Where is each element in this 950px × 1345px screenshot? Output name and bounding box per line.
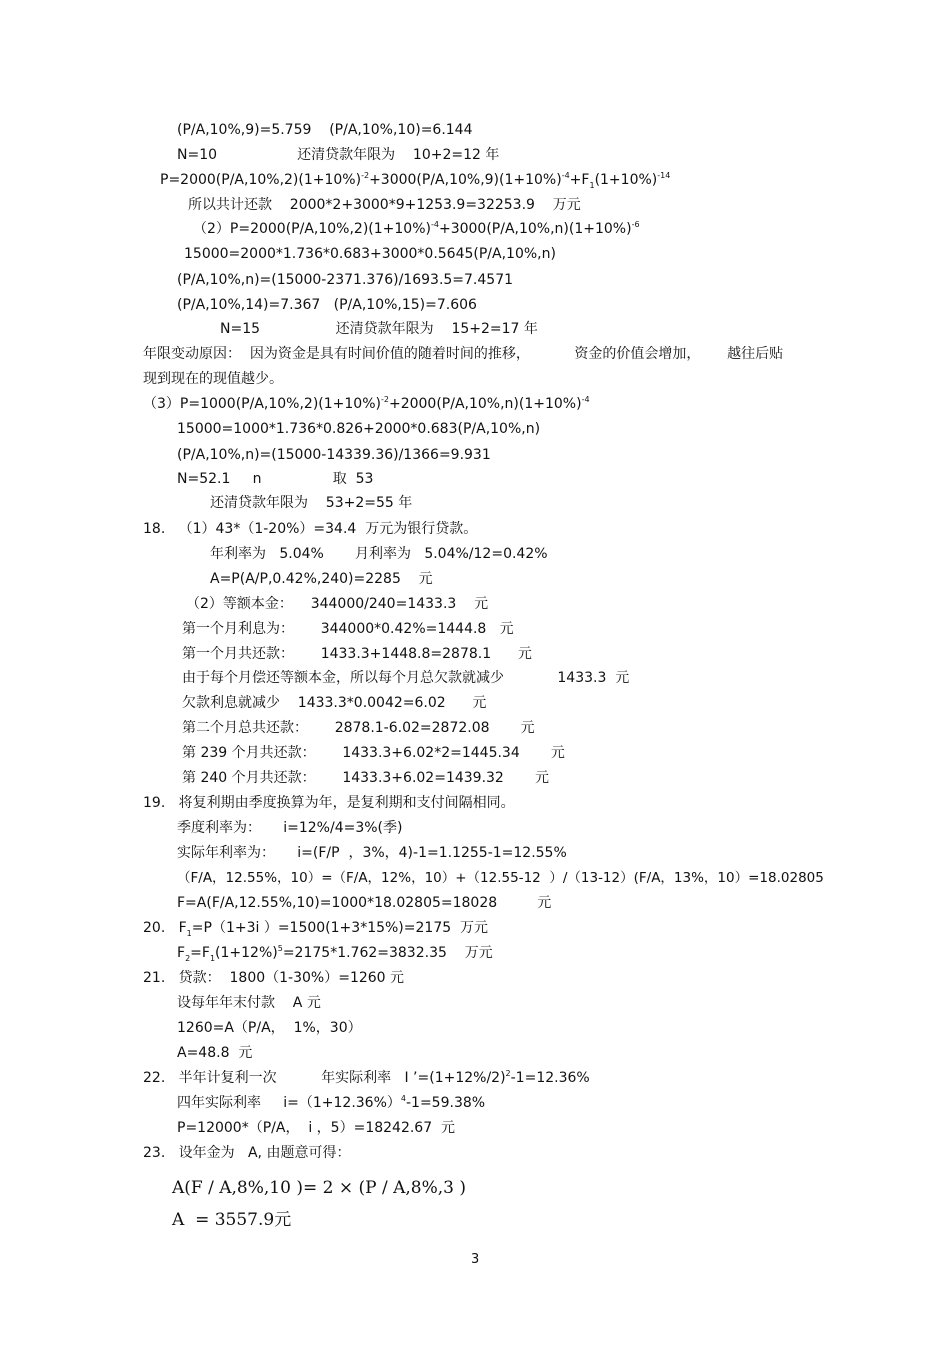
text-line: 年利率为 5.04% 月利率为 5.04%/12=0.42% — [210, 546, 548, 562]
page-number: 3 — [471, 1252, 480, 1267]
text-line: N=15 还清贷款年限为 15+2=17 年 — [220, 321, 538, 337]
text-line: 第 239 个月共还款： 1433.3+6.02*2=1445.34 元 — [182, 745, 565, 761]
text-line: （F/A，12.55%，10）=（F/A，12%，10）+（12.55-12 ）/（13-12）(F/A，13%，10）=18.02805 — [177, 870, 824, 886]
text-line: 22. 半年计复利一次 年实际利率 I $’=(1+12\%/2)^2-1=12.36\%$ — [143, 1069, 590, 1086]
text-line: 季度利率为： i=12%/4=3%(季) — [177, 820, 403, 836]
text-line: $F_2=F_1(1+12\%)^5=2175*1.762=3832.35$ 万元 — [177, 944, 493, 963]
text-line: 23. 设年金为 A, 由题意可得： — [143, 1145, 351, 1161]
text-line: F=A(F/A,12.55%,10)=1000*18.02805=18028 元 — [177, 895, 552, 911]
text-line: N=10 还清贷款年限为 10+2=12 年 — [177, 147, 500, 163]
text-line: $(3)P=1000(P/A,10\%,2)(1+10\%)^{-2}+2000(P/A,10\%,n)(1+10\%)^{-4}$ — [143, 395, 590, 412]
text-line: 21. 贷款： 1800（1-30%）=1260 元 — [143, 970, 405, 986]
text-line: $P=2000(P/A,10\%,2)(1+10\%)^{-2}+3000(P/A,10\%,9)(1+10\%)^{-4}+F_1(1+10\%)^{-14}$ — [160, 171, 671, 190]
text-line: 第 240 个月共还款： 1433.3+6.02=1439.32 元 — [182, 770, 549, 786]
text-line: 18. （1）43*（1-20%）=34.4 万元为银行贷款。 — [143, 521, 478, 537]
formula-line: A(F / A,8%,10 )= 2 × (P / A,8%,3 ) — [172, 1178, 466, 1198]
text-line: 还清贷款年限为 53+2=55 年 — [210, 495, 413, 511]
text-line: 20. $F_1=P(1+3i$ ）=1500(1+3*15%)=2175 万元 — [143, 920, 489, 938]
text-line: (P/A,10%,14)=7.367 (P/A,10%,15)=7.606 — [177, 297, 477, 313]
text-line: 第二个月总共还款： 2878.1-6.02=2872.08 元 — [182, 720, 535, 736]
text-line: 第一个月利息为： 344000*0.42%=1444.8 元 — [182, 621, 514, 637]
text-line: 第一个月共还款： 1433.3+1448.8=2878.1 元 — [182, 646, 532, 662]
text-line: (P/A,10%,n)=(15000-14339.36)/1366=9.931 — [177, 447, 491, 463]
text-line: 19. 将复利期由季度换算为年，是复利期和支付间隔相同。 — [143, 795, 515, 811]
text-line: N=52.1 n 取 53 — [177, 471, 374, 487]
text-line: 15000=2000*1.736*0.683+3000*0.5645(P/A,10%,n) — [184, 246, 556, 262]
text-line: A=48.8 元 — [177, 1045, 253, 1061]
text-line: 由于每个月偿还等额本金，所以每个月总欠款就减少 1433.3 元 — [182, 670, 630, 686]
formula-line: A = 3557.9元 — [172, 1210, 292, 1230]
text-line: 所以共计还款 2000*2+3000*9+1253.9=32253.9 万元 — [188, 197, 581, 213]
text-line: 15000=1000*1.736*0.826+2000*0.683(P/A,10%,n) — [177, 421, 541, 437]
text-line: $(2)P=2000(P/A,10\%,2)(1+10\%)^{-4}+3000(P/A,10\%,n)(1+10\%)^{-6}$ — [193, 220, 640, 237]
text-line: A=P(A/P,0.42%,240)=2285 元 — [210, 571, 433, 587]
text-line: 四年实际利率 $i=(1+12.36\%)^4-1=59.38\%$ — [177, 1094, 486, 1111]
text-line: 设每年年末付款 A 元 — [177, 995, 321, 1011]
text-line: 1260=A（P/A， 1%，30） — [177, 1020, 362, 1036]
text-line: (P/A,10%,n)=(15000-2371.376)/1693.5=7.4571 — [177, 272, 514, 288]
text-line: 现到现在的现值越少。 — [143, 371, 283, 387]
text-line: 年限变动原因： 因为资金是具有时间价值的随着时间的推移， 资金的价值会增加， 越往后贴 — [143, 346, 784, 362]
text-line: 欠款利息就减少 1433.3*0.0042=6.02 元 — [182, 695, 487, 711]
text-line: 实际年利率为： i=(F/P ，3%，4)-1=1.1255-1=12.55% — [177, 845, 567, 861]
text-line: (P/A,10%,9)=5.759 (P/A,10%,10)=6.144 — [177, 122, 473, 138]
text-line: P=12000*（P/A， i ，5）=18242.67 元 — [177, 1120, 456, 1136]
text-line: （2）等额本金： 344000/240=1433.3 元 — [186, 596, 489, 612]
